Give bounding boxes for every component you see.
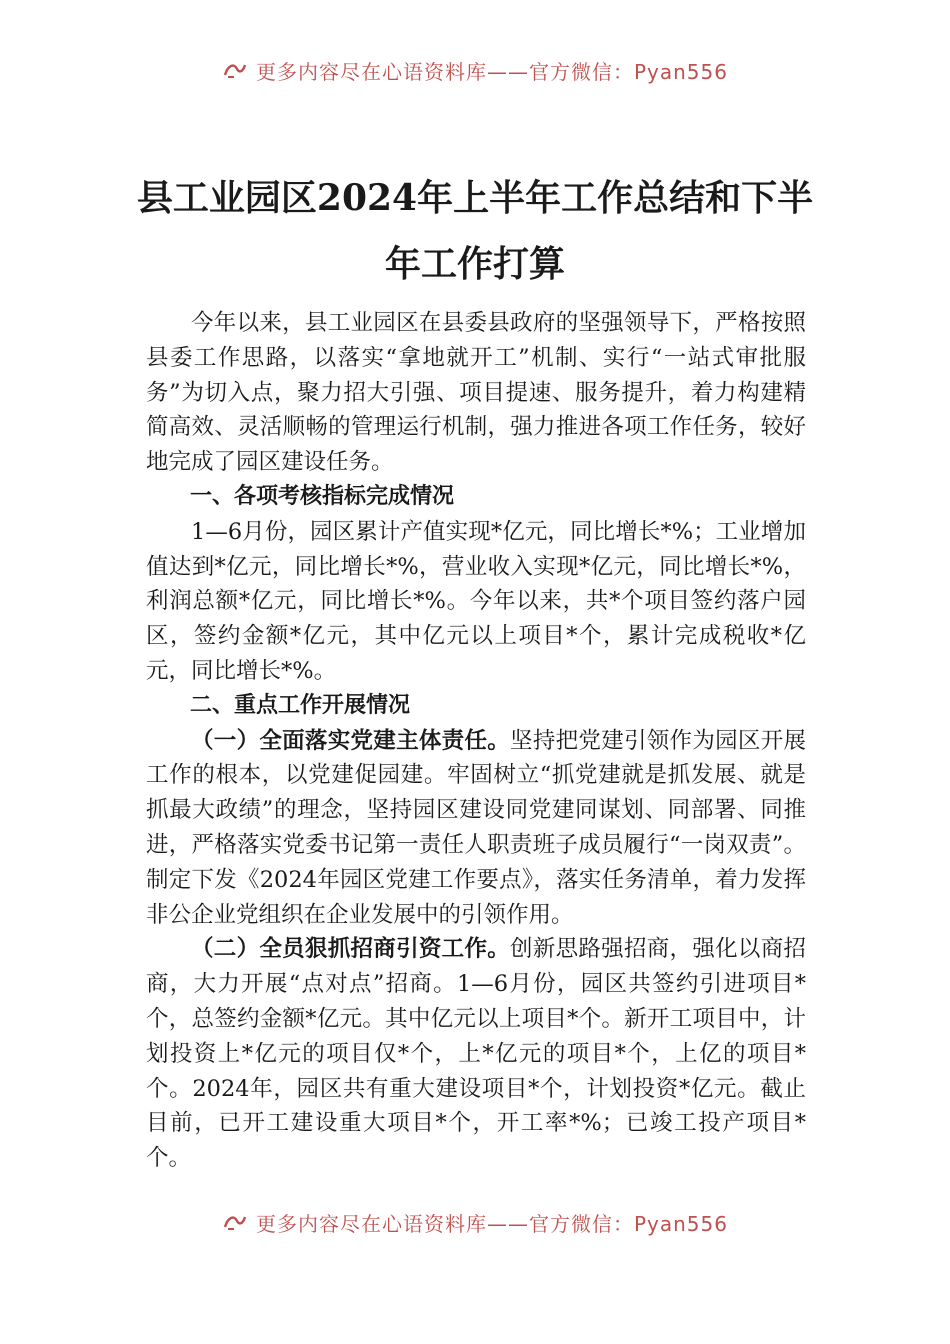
section-2-item-2-body: 创新思路强招商，强化以商招商，大力开展“点对点”招商。1—6月份，园区共签约引进项目*个，总签约金额*亿元。其中亿元以上项目*个。新开工项目中，计划投资上*亿元的项目仅*个，上*亿元的项目*个，上亿的项目*个。2024年，园区共有重大建设项目*个，计划投资*亿元。截止目前，已开工建设重大项目*个，开工率*%；已竣工投产项目*个。 [146, 936, 806, 1172]
section-2-item-1 [146, 724, 806, 933]
watermark-logo-icon [222, 1212, 248, 1232]
section-1-paragraph: 1—6月份，园区累计产值实现*亿元，同比增长*%；工业增加值达到*亿元，同比增长*%，营业收入实现*亿元，同比增长*%，利润总额*亿元，同比增长*%。今年以来，共*个项目签约落户园区，签约金额*亿元，其中亿元以上项目*个，累计完成税收*亿元，同比增长*%。 [146, 518, 806, 684]
watermark-top [0, 56, 950, 84]
watermark-logo-icon [222, 60, 248, 80]
section-2-item-1-lead: （一）全面落实党建主体责任。 [191, 727, 511, 754]
document-body [146, 306, 806, 1176]
section-2-item-2 [146, 932, 806, 1176]
watermark-text: 更多内容尽在心语资料库——官方微信：Pyan556 [255, 59, 728, 84]
section-2-item-1-body: 坚持把党建引领作为园区开展工作的根本，以党建促园建。牢固树立“抓党建就是抓发展、就是抓最大政绩”的理念，坚持园区建设同党建同谋划、同部署、同推进，严格落实党委书记第一责任人职责班子成员履行“一岗双责”。制定下发《2024年园区党建工作要点》，落实任务清单，着力发挥非公企业党组织在企业发展中的引领作用。 [146, 727, 806, 928]
section-2-heading: 二、重点工作开展情况 [190, 692, 411, 718]
section-1-heading: 一、各项考核指标完成情况 [190, 483, 455, 509]
watermark-text: 更多内容尽在心语资料库——官方微信：Pyan556 [255, 1211, 728, 1236]
section-2-item-2-lead: （二）全员狠抓招商引资工作。 [191, 936, 511, 963]
watermark-bottom [0, 1208, 950, 1236]
page-title-line-2: 年工作打算 [384, 243, 565, 285]
page-title-line-1: 县工业园区2024年上半年工作总结和下半 [136, 177, 814, 219]
intro-paragraph: 今年以来，县工业园区在县委县政府的坚强领导下，严格按照县委工作思路，以落实“拿地就开工”机制、实行“一站式审批服务”为切入点，聚力招大引强、项目提速、服务提升，着力构建精简高效、灵活顺畅的管理运行机制，强力推进各项工作任务，较好地完成了园区建设任务。 [146, 310, 806, 476]
